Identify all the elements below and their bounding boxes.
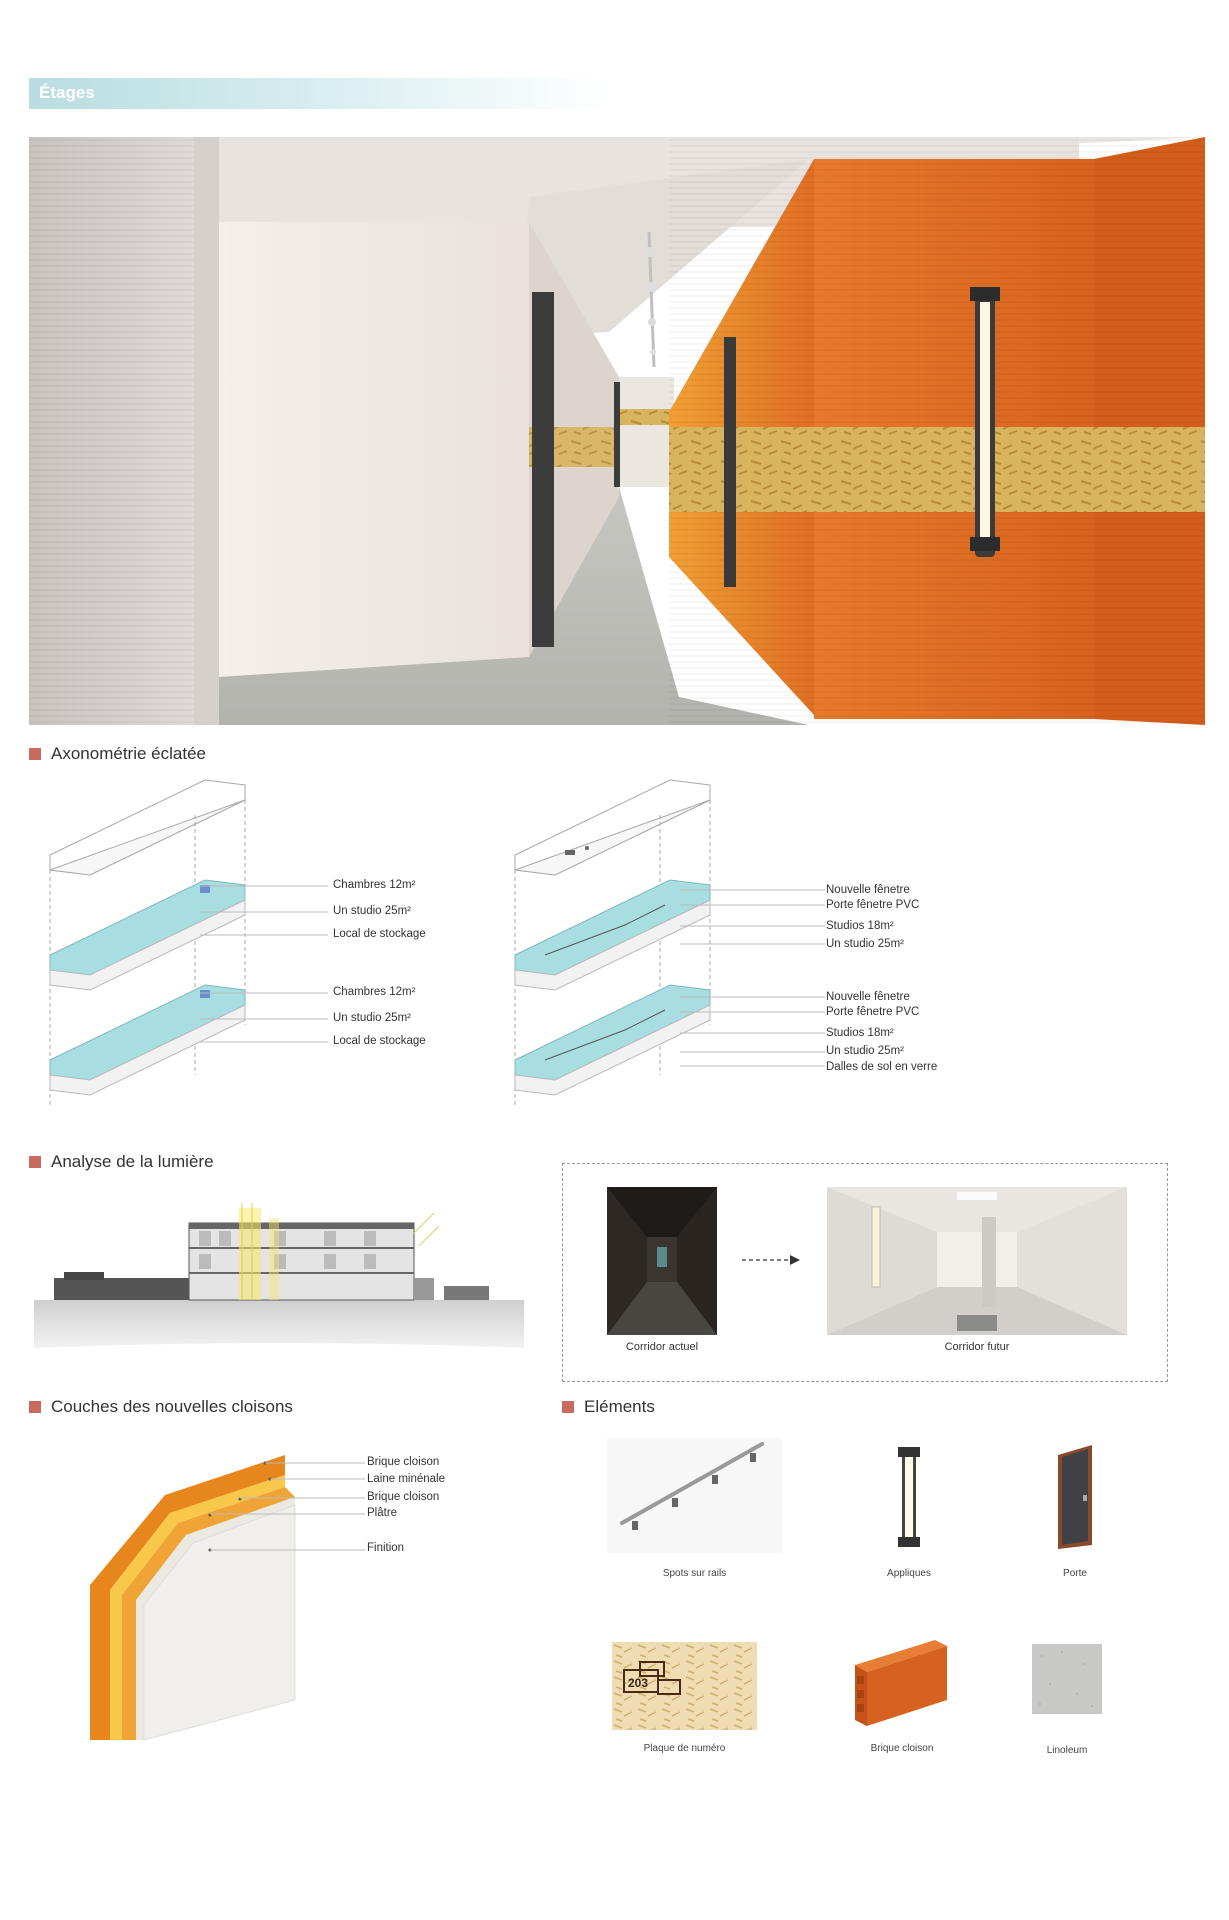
element-caption: Spots sur rails [662, 1568, 727, 1579]
axo-right-label: Un studio 25m² [826, 938, 904, 950]
element-caption: Appliques [887, 1568, 931, 1579]
axo-right-label: Porte fênetre PVC [826, 1006, 920, 1018]
axo-left-label: Local de stockage [333, 928, 426, 940]
page-banner [29, 78, 609, 109]
axo-right-label: Nouvelle fênetre [826, 884, 910, 896]
corridor-current-caption: Corridor actuel [625, 1341, 699, 1353]
section-marker [562, 1401, 574, 1413]
layer-label: Brique cloison [367, 1491, 440, 1503]
section-title-elements: Eléments [562, 1397, 655, 1417]
element-caption: Linoleum [1046, 1745, 1088, 1756]
layer-label: Brique cloison [367, 1456, 440, 1468]
corridor-current-photo [607, 1187, 717, 1335]
axo-left-label: Chambres 12m² [333, 986, 416, 998]
corridor-render [29, 137, 1205, 725]
section-title-lumiere: Analyse de la lumière [29, 1152, 214, 1172]
axo-left-label: Local de stockage [333, 1035, 426, 1047]
rail-spots-icon [607, 1438, 782, 1553]
axo-right-label: Studios 18m² [826, 920, 894, 932]
section-marker [29, 1156, 41, 1168]
wall-layers-leaders [210, 1458, 370, 1558]
arrow-icon [742, 1253, 802, 1267]
layer-label: Plâtre [367, 1507, 398, 1519]
brick-icon [855, 1640, 950, 1730]
element-caption: Porte [1063, 1568, 1087, 1579]
door-icon [1050, 1445, 1100, 1550]
axo-right-label: Porte fênetre PVC [826, 899, 920, 911]
section-marker [29, 1401, 41, 1413]
linoleum-icon [1032, 1644, 1102, 1714]
axo-left-label: Un studio 25m² [333, 1012, 411, 1024]
element-caption: Brique cloison [870, 1743, 934, 1754]
number-plate-icon [612, 1642, 757, 1730]
section-title-couches: Couches des nouvelles cloisons [29, 1397, 293, 1417]
axo-right-label: Un studio 25m² [826, 1045, 904, 1057]
light-section-drawing [34, 1198, 524, 1348]
axo-right-label: Dalles de sol en verre [826, 1061, 938, 1073]
axo-left-label: Un studio 25m² [333, 905, 411, 917]
corridor-future-photo [827, 1187, 1127, 1335]
axo-right-label: Nouvelle fênetre [826, 991, 910, 1003]
corridor-future-caption: Corridor futur [944, 1341, 1010, 1353]
layer-label: Laine minénale [367, 1473, 446, 1485]
page-title: Étages [39, 83, 95, 102]
axo-right-leaders [680, 870, 830, 1080]
axo-right-label: Studios 18m² [826, 1027, 894, 1039]
section-title-axonometrie: Axonométrie éclatée [29, 744, 206, 764]
axo-left-label: Chambres 12m² [333, 879, 416, 891]
wall-light-icon [884, 1445, 934, 1550]
section-marker [29, 748, 41, 760]
element-caption: Plaque de numéro [643, 1743, 726, 1754]
plate-number: 203 [628, 1676, 649, 1690]
layer-label: Finition [367, 1542, 405, 1554]
